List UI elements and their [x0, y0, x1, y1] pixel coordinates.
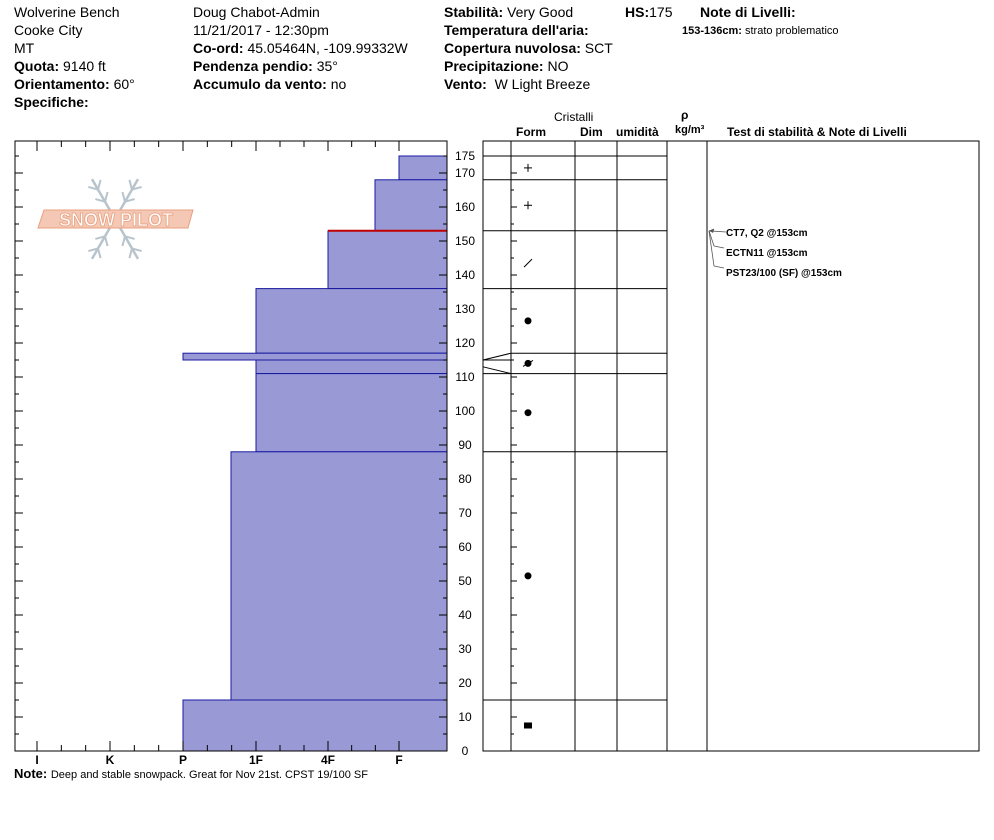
grain-dot — [525, 409, 532, 416]
hardness-layer — [183, 700, 447, 751]
hardness-layer — [231, 452, 447, 700]
snowflake-branch — [129, 180, 132, 190]
form-header: Form — [516, 125, 546, 139]
air-temp-label: Temperatura dell'aria: — [444, 22, 589, 38]
hardness-tick-label: I — [35, 753, 39, 767]
height-tick-label: 30 — [458, 642, 472, 656]
rho-header: ρ — [681, 108, 689, 122]
hardness-tick-label: P — [178, 753, 188, 767]
hardness-tick-label: 1F — [248, 753, 264, 767]
hardness-layer — [183, 353, 447, 360]
height-tick-label: 120 — [454, 336, 476, 350]
stability-test-label: CT7, Q2 @153cm — [726, 228, 808, 239]
cloud-value: SCT — [584, 40, 613, 56]
hardness-layer — [328, 231, 447, 289]
grain-slash — [524, 259, 532, 267]
precip-label: Precipitazione: — [444, 58, 544, 74]
snowflake-branch — [122, 192, 125, 202]
height-tick-label: 150 — [454, 234, 476, 248]
location-name: Wolverine Bench — [14, 4, 120, 20]
height-tick-label: 140 — [454, 268, 476, 282]
wind-label: Vento: — [444, 76, 487, 92]
snowflake-branch — [122, 236, 125, 246]
snowflake-branch — [98, 248, 101, 258]
location-city: Cooke City — [14, 22, 83, 38]
observer: Doug Chabot-Admin — [193, 4, 320, 20]
datetime: 11/21/2017 - 12:30pm — [193, 22, 329, 38]
hardness-layer — [375, 180, 447, 231]
wind-value: W Light Breeze — [494, 76, 591, 92]
layer-note-text: strato problematico — [745, 25, 839, 37]
layer-notes-label: Note di Livelli: — [700, 4, 796, 20]
grain-symbols — [523, 164, 533, 729]
elevation-label: Quota: — [14, 58, 60, 74]
hardness-tick-label: F — [395, 753, 403, 767]
hs-value: 175 — [649, 4, 673, 20]
snowflake-branch — [105, 192, 108, 202]
height-tick-label: 50 — [458, 574, 472, 588]
test-pointer — [709, 231, 714, 266]
wind-loading-label: Accumulo da vento: — [193, 76, 327, 92]
height-tick-label: 10 — [458, 710, 472, 724]
height-tick-label: 175 — [454, 149, 476, 163]
stability-notes-header: Test di stabilità & Note di Livelli — [727, 125, 907, 139]
hardness-layer — [256, 360, 447, 374]
snowflake-branch — [105, 236, 108, 246]
grain-dot — [525, 572, 532, 579]
elevation-value: 9140 ft — [63, 58, 106, 74]
hardness-tick-label: K — [105, 753, 115, 767]
cloud-label: Copertura nuvolosa: — [444, 40, 581, 56]
snowflake-branch — [98, 180, 101, 190]
aspect-value: 60° — [113, 76, 135, 92]
coord-value: 45.05464N, -109.99332W — [247, 40, 408, 56]
snow-pilot-logo — [38, 179, 193, 259]
wind-loading-value: no — [330, 76, 347, 92]
slope-label: Pendenza pendio: — [193, 58, 313, 74]
height-tick-label: 170 — [454, 166, 476, 180]
precip-value: NO — [547, 58, 569, 74]
snowflake-branch — [129, 248, 132, 258]
grain-square — [524, 723, 532, 729]
crystals-header: Cristalli — [554, 110, 594, 124]
stability-test-label: PST23/100 (SF) @153cm — [726, 268, 842, 279]
test-pointer — [714, 246, 724, 248]
dim-header: Dim — [580, 125, 603, 139]
hardness-layer — [256, 374, 447, 452]
hardness-layers — [183, 156, 447, 751]
note-label: Note: — [14, 766, 48, 781]
height-tick-label: 80 — [458, 472, 472, 486]
hardness-tick-label: 4F — [320, 753, 336, 767]
hs-label: HS: — [625, 4, 650, 20]
chart-frame — [15, 141, 979, 767]
height-tick-label: 40 — [458, 608, 472, 622]
height-tick-label: 20 — [458, 676, 472, 690]
coord-label: Co-ord: — [193, 40, 244, 56]
location-state: MT — [14, 40, 35, 56]
aspect-label: Orientamento: — [14, 76, 110, 92]
moisture-header: umidità — [616, 125, 659, 139]
note — [14, 766, 368, 783]
stability-tests — [709, 228, 842, 279]
height-tick-label: 160 — [454, 200, 476, 214]
slope-value: 35° — [316, 58, 338, 74]
note-text: Deep and stable snowpack. Great for Nov 21st. CPST 19/100 SF — [50, 769, 368, 781]
height-tick-label: 70 — [458, 506, 472, 520]
layer-note-range: 153-136cm: — [682, 25, 742, 37]
logo-text: SNOW PILOT — [59, 210, 173, 230]
height-tick-label: 60 — [458, 540, 472, 554]
stability-label: Stabilità: — [444, 4, 504, 20]
hardness-layer — [256, 289, 447, 354]
height-tick-label: 130 — [454, 302, 476, 316]
height-tick-label: 100 — [454, 404, 476, 418]
height-tick-label: 110 — [455, 370, 475, 384]
specifics-label: Specifiche: — [14, 94, 89, 110]
layer-connector-bent — [483, 367, 511, 374]
layer-connector-bent — [483, 353, 511, 360]
grain-dot — [525, 317, 532, 324]
test-pointer — [714, 266, 724, 268]
height-tick-label: 90 — [458, 438, 472, 452]
stability-value: Very Good — [507, 4, 574, 20]
height-tick-label: 0 — [461, 744, 469, 758]
stability-test-label: ECTN11 @153cm — [726, 248, 808, 259]
hardness-layer — [399, 156, 447, 180]
density-unit-header: kg/m³ — [675, 124, 705, 136]
